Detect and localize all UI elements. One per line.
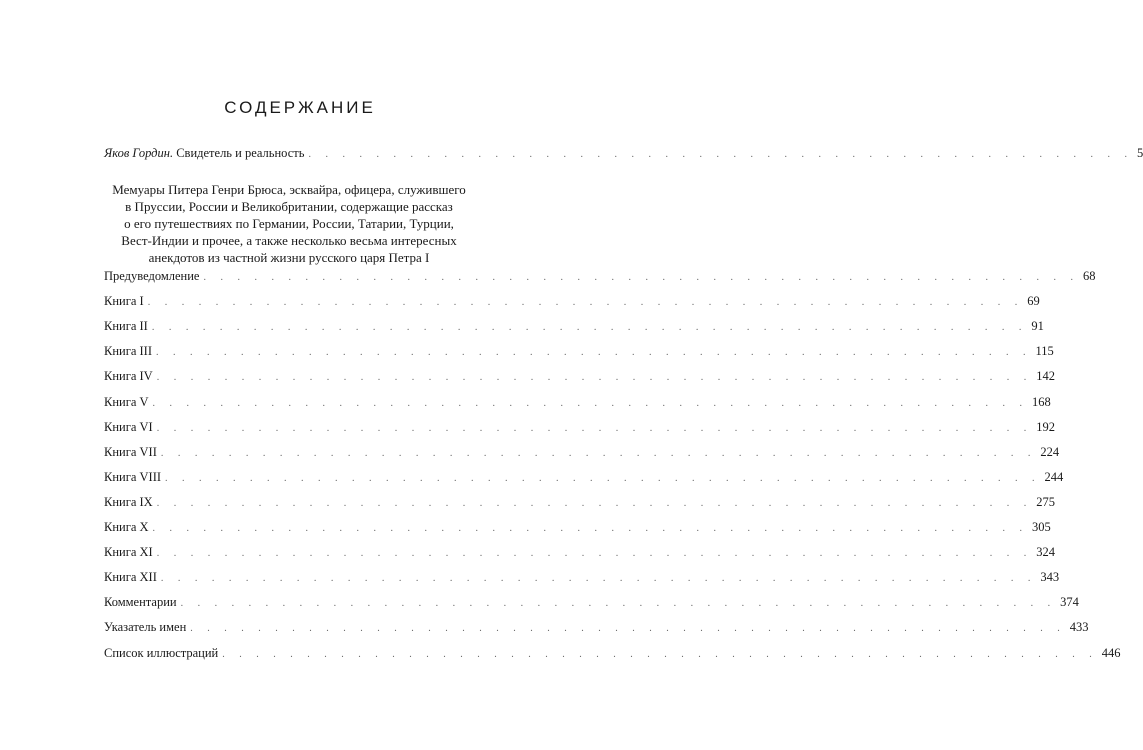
toc-row-intro[interactable]: [104, 143, 1143, 163]
leader-dots: . . . . . . . . . . . . . . . . . . . . . . . . . . . . . . . . . . . . . . . . . . . . . . . . .: [308, 149, 1133, 160]
page-title: СОДЕРЖАНИЕ: [224, 98, 376, 117]
leader-dots: . . . . . . . . . . . . . . . . . . . . . . . . . . . . . . . . . . . . . . . . . . . . . . . . . . . .: [156, 497, 1033, 509]
memoir-title-line: Вест-Индии и прочее, а также несколько весьма интересных: [121, 233, 457, 248]
leader-dots: . . . . . . . . . . . . . . . . . . . . . . . . . . . . . . . . . . . . . . . . . . . . . . . . . . . .: [156, 372, 1033, 384]
leader-dots: . . . . . . . . . . . . . . . . . . . . . . . . . . . . . . . . . . . . . . . . . . . . . . . . . . . .: [151, 322, 1028, 334]
leader-dots: . . . . . . . . . . . . . . . . . . . . . . . . . . . . . . . . . . . . . . . . . . . . . . . . . . . .: [160, 573, 1037, 585]
toc-row[interactable]: [104, 366, 1055, 386]
leader-dots: . . . . . . . . . . . . . . . . . . . . . . . . . . . . . . . . . . . . . . . . . . . . . . . . . . . .: [203, 272, 1079, 283]
toc-row[interactable]: [104, 417, 1055, 437]
memoir-title-line: анекдотов из частной жизни русского царя Петра I: [148, 250, 430, 265]
leader-dots: . . . . . . . . . . . . . . . . . . . . . . . . . . . . . . . . . . . . . . . . . . . . . . . . . . . .: [156, 548, 1033, 560]
memoir-title-line: Мемуары Питера Генри Брюса, эсквайра, офицера, служившего: [112, 182, 466, 197]
toc-page-number: 224: [1040, 444, 1060, 459]
toc-page-number: 324: [1036, 545, 1055, 560]
toc-row[interactable]: [104, 266, 1096, 286]
leader-dots: . . . . . . . . . . . . . . . . . . . . . . . . . . . . . . . . . . . . . . . . . . . . . . . . . . . .: [222, 648, 1098, 660]
toc-row[interactable]: [104, 567, 1060, 587]
toc-page-number: 305: [1032, 520, 1051, 534]
toc-page-number: 5: [1136, 146, 1143, 160]
toc-label: Книга XI: [104, 545, 153, 560]
leader-dots: . . . . . . . . . . . . . . . . . . . . . . . . . . . . . . . . . . . . . . . . . . . . . . . . . . . .: [180, 598, 1057, 610]
toc-label: Книга VI: [104, 419, 153, 434]
memoir-title-line: в Пруссии, России и Великобритании, содержащие рассказ: [125, 199, 453, 214]
toc-page-number: 192: [1036, 419, 1055, 434]
toc-row[interactable]: [104, 316, 1044, 336]
toc-page-number: 68: [1082, 269, 1096, 283]
toc-row[interactable]: [104, 341, 1054, 361]
leader-dots: . . . . . . . . . . . . . . . . . . . . . . . . . . . . . . . . . . . . . . . . . . . . . . . . . . . .: [152, 523, 1029, 534]
toc-label: Книга II: [104, 319, 148, 334]
toc-label: Книга XII: [104, 570, 157, 585]
toc-row[interactable]: [104, 592, 1079, 612]
toc-page-number: 343: [1040, 570, 1060, 585]
toc-page-number: 142: [1036, 369, 1055, 384]
toc-row[interactable]: [104, 392, 1051, 412]
leader-dots: . . . . . . . . . . . . . . . . . . . . . . . . . . . . . . . . . . . . . . . . . . . . . . . . . . . .: [152, 397, 1029, 409]
toc-page-number: 69: [1027, 294, 1040, 309]
toc-label: Книга III: [104, 344, 153, 359]
leader-dots: . . . . . . . . . . . . . . . . . . . . . . . . . . . . . . . . . . . . . . . . . . . . . . . . . . . .: [160, 447, 1037, 459]
toc-label: Указатель имен: [104, 620, 187, 635]
memoir-title: [104, 181, 474, 266]
toc-page-number: 244: [1044, 469, 1064, 484]
toc-row[interactable]: [104, 492, 1055, 512]
toc-label: Комментарии: [104, 595, 177, 610]
toc-row[interactable]: [104, 542, 1055, 562]
toc-label: Книга IV: [104, 369, 153, 384]
toc-label: Список иллюстраций: [104, 645, 219, 660]
toc-page-number: 91: [1031, 319, 1044, 334]
toc-row[interactable]: [104, 617, 1089, 637]
leader-dots: . . . . . . . . . . . . . . . . . . . . . . . . . . . . . . . . . . . . . . . . . . . . . . . . . . . .: [147, 297, 1024, 309]
toc-label: [104, 143, 304, 163]
toc-page-number: 446: [1101, 645, 1121, 660]
toc-title: Свидетель и реальность: [173, 146, 305, 160]
leader-dots: . . . . . . . . . . . . . . . . . . . . . . . . . . . . . . . . . . . . . . . . . . . . . . . . . . . .: [165, 472, 1041, 484]
toc-label: Книга IX: [104, 494, 153, 509]
toc-page-number: 275: [1036, 494, 1055, 509]
toc-author: Яков Гордин.: [104, 146, 174, 160]
toc-label: Книга I: [104, 294, 144, 309]
toc-label: Книга V: [104, 394, 149, 409]
toc-row[interactable]: [104, 643, 1121, 663]
toc-row[interactable]: [104, 291, 1040, 311]
toc-row[interactable]: [104, 517, 1051, 537]
leader-dots: . . . . . . . . . . . . . . . . . . . . . . . . . . . . . . . . . . . . . . . . . . . . . . . . . . . .: [156, 422, 1033, 434]
toc-label: Книга VIII: [104, 469, 162, 484]
toc-label: Книга X: [104, 520, 149, 534]
toc-row[interactable]: [104, 467, 1064, 487]
toc-page-number: 374: [1060, 595, 1079, 610]
leader-dots: . . . . . . . . . . . . . . . . . . . . . . . . . . . . . . . . . . . . . . . . . . . . . . . . . . . .: [190, 623, 1066, 635]
toc-page-number: 168: [1032, 394, 1051, 409]
toc-page-number: 433: [1069, 620, 1089, 635]
toc-page-number: 115: [1035, 344, 1054, 359]
leader-dots: . . . . . . . . . . . . . . . . . . . . . . . . . . . . . . . . . . . . . . . . . . . . . . . . . . . .: [156, 347, 1032, 359]
toc-label: Книга VII: [104, 444, 157, 459]
toc-row[interactable]: [104, 442, 1060, 462]
toc-label: Предуведомление: [104, 269, 200, 283]
memoir-title-line: о его путешествиях по Германии, России, Татарии, Турции,: [124, 216, 454, 231]
